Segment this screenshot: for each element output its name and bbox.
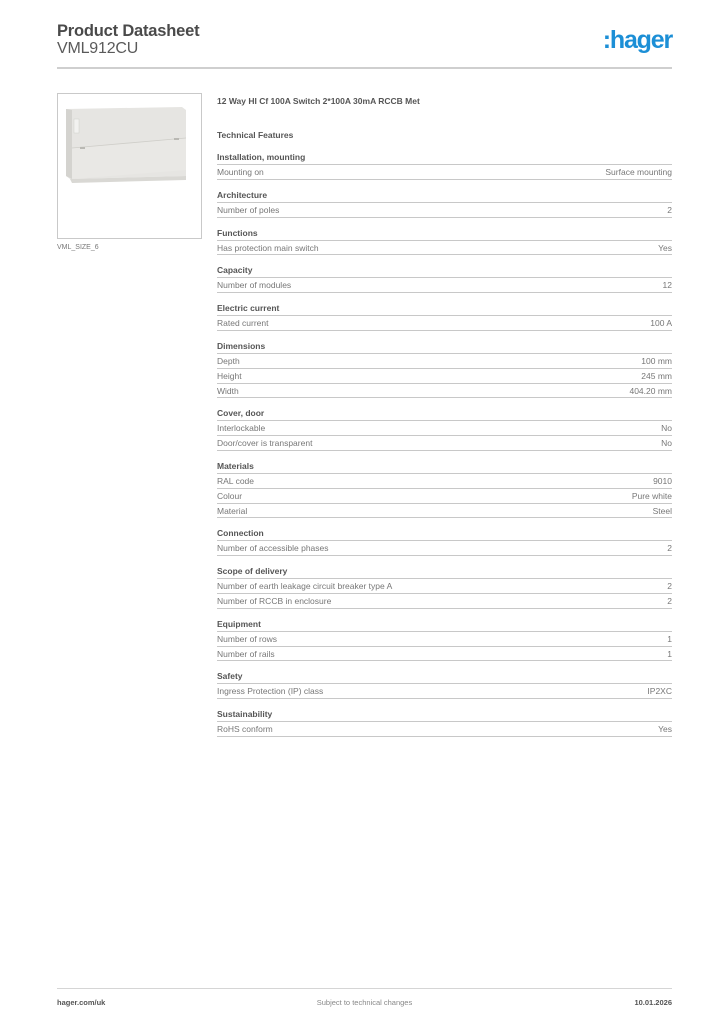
footer-notice: Subject to technical changes bbox=[316, 998, 413, 1007]
spec-row bbox=[217, 579, 672, 594]
feature-group bbox=[217, 265, 672, 293]
hager-logo: :hager bbox=[602, 26, 672, 54]
spec-row bbox=[217, 421, 672, 436]
spec-value: Steel bbox=[652, 505, 672, 516]
document-title: Product Datasheet bbox=[57, 22, 200, 40]
spec-label: RoHS conform bbox=[217, 724, 273, 735]
product-image-frame bbox=[57, 93, 202, 239]
spec-label: Rated current bbox=[217, 318, 269, 329]
spec-value: 245 mm bbox=[641, 370, 672, 381]
spec-value: 1 bbox=[667, 648, 672, 659]
spec-row bbox=[217, 541, 672, 556]
spec-label: Door/cover is transparent bbox=[217, 438, 313, 449]
spec-row bbox=[217, 165, 672, 180]
spec-value: 2 bbox=[667, 204, 672, 215]
spec-row bbox=[217, 647, 672, 662]
feature-groups bbox=[217, 152, 672, 737]
group-title: Safety bbox=[217, 671, 672, 684]
group-title: Functions bbox=[217, 228, 672, 241]
spec-row bbox=[217, 722, 672, 737]
feature-group bbox=[217, 408, 672, 451]
spec-row bbox=[217, 278, 672, 293]
spec-label: Colour bbox=[217, 490, 243, 501]
footer-website: hager.com/uk bbox=[57, 998, 106, 1007]
group-title: Materials bbox=[217, 461, 672, 474]
group-title: Electric current bbox=[217, 303, 672, 316]
spec-label: Interlockable bbox=[217, 423, 266, 434]
product-image bbox=[64, 104, 194, 199]
spec-label: RAL code bbox=[217, 475, 255, 486]
spec-value: Yes bbox=[658, 242, 672, 253]
spec-label: Number of RCCB in enclosure bbox=[217, 595, 332, 606]
spec-label: Number of rows bbox=[217, 633, 277, 644]
group-title: Capacity bbox=[217, 265, 672, 278]
group-title: Scope of delivery bbox=[217, 566, 672, 579]
spec-value: 9010 bbox=[653, 475, 672, 486]
feature-group bbox=[217, 190, 672, 218]
header-divider bbox=[57, 67, 672, 69]
group-title: Sustainability bbox=[217, 709, 672, 722]
feature-group bbox=[217, 671, 672, 699]
feature-group bbox=[217, 619, 672, 662]
group-title: Cover, door bbox=[217, 408, 672, 421]
spec-row bbox=[217, 203, 672, 218]
spec-label: Number of modules bbox=[217, 280, 292, 291]
spec-value: 404.20 mm bbox=[629, 385, 672, 396]
group-title: Installation, mounting bbox=[217, 152, 672, 165]
spec-row bbox=[217, 316, 672, 331]
spec-row bbox=[217, 384, 672, 399]
spec-row bbox=[217, 504, 672, 519]
spec-row bbox=[217, 489, 672, 504]
spec-label: Material bbox=[217, 505, 248, 516]
feature-group bbox=[217, 228, 672, 256]
spec-value: 2 bbox=[667, 581, 672, 592]
spec-row bbox=[217, 632, 672, 647]
group-title: Connection bbox=[217, 528, 672, 541]
footer-date: 10.01.2026 bbox=[634, 998, 672, 1007]
page-header bbox=[57, 20, 672, 70]
spec-label: Number of earth leakage circuit breaker type A bbox=[217, 581, 393, 592]
spec-value: IP2XC bbox=[647, 686, 672, 697]
feature-group bbox=[217, 566, 672, 609]
spec-label: Number of poles bbox=[217, 204, 280, 215]
spec-label: Width bbox=[217, 385, 239, 396]
spec-value: 1 bbox=[667, 633, 672, 644]
technical-features-title: Technical Features bbox=[217, 130, 294, 140]
spec-label: Ingress Protection (IP) class bbox=[217, 686, 324, 697]
spec-label: Has protection main switch bbox=[217, 242, 319, 253]
feature-group bbox=[217, 152, 672, 180]
spec-row bbox=[217, 369, 672, 384]
spec-row bbox=[217, 436, 672, 451]
spec-row bbox=[217, 474, 672, 489]
spec-label: Depth bbox=[217, 355, 240, 366]
feature-group bbox=[217, 303, 672, 331]
spec-label: Mounting on bbox=[217, 167, 264, 177]
spec-value: Yes bbox=[658, 724, 672, 735]
feature-group bbox=[217, 528, 672, 556]
spec-value: 2 bbox=[667, 543, 672, 554]
group-title: Equipment bbox=[217, 619, 672, 632]
spec-label: Number of rails bbox=[217, 648, 275, 659]
spec-row bbox=[217, 594, 672, 609]
spec-value: No bbox=[661, 423, 672, 434]
spec-value: 2 bbox=[667, 595, 672, 606]
spec-row bbox=[217, 241, 672, 256]
footer-divider bbox=[57, 988, 672, 989]
feature-group bbox=[217, 709, 672, 737]
spec-value: Surface mounting bbox=[605, 167, 672, 177]
feature-group bbox=[217, 461, 672, 518]
spec-label: Height bbox=[217, 370, 242, 381]
spec-value: 100 A bbox=[650, 318, 672, 329]
image-caption: VML_SIZE_6 bbox=[57, 244, 99, 251]
spec-row bbox=[217, 684, 672, 699]
spec-value: 12 bbox=[662, 280, 672, 291]
datasheet-content bbox=[217, 96, 672, 737]
group-title: Architecture bbox=[217, 190, 672, 203]
spec-label: Number of accessible phases bbox=[217, 543, 329, 554]
spec-row bbox=[217, 354, 672, 369]
spec-value: No bbox=[661, 438, 672, 449]
spec-value: Pure white bbox=[631, 490, 672, 501]
spec-value: 100 mm bbox=[641, 355, 672, 366]
page-footer bbox=[57, 998, 672, 1008]
group-title: Dimensions bbox=[217, 341, 672, 354]
product-description: 12 Way HI Cf 100A Switch 2*100A 30mA RCCB Met bbox=[217, 96, 420, 106]
product-code: VML912CU bbox=[57, 40, 139, 57]
feature-group bbox=[217, 341, 672, 398]
